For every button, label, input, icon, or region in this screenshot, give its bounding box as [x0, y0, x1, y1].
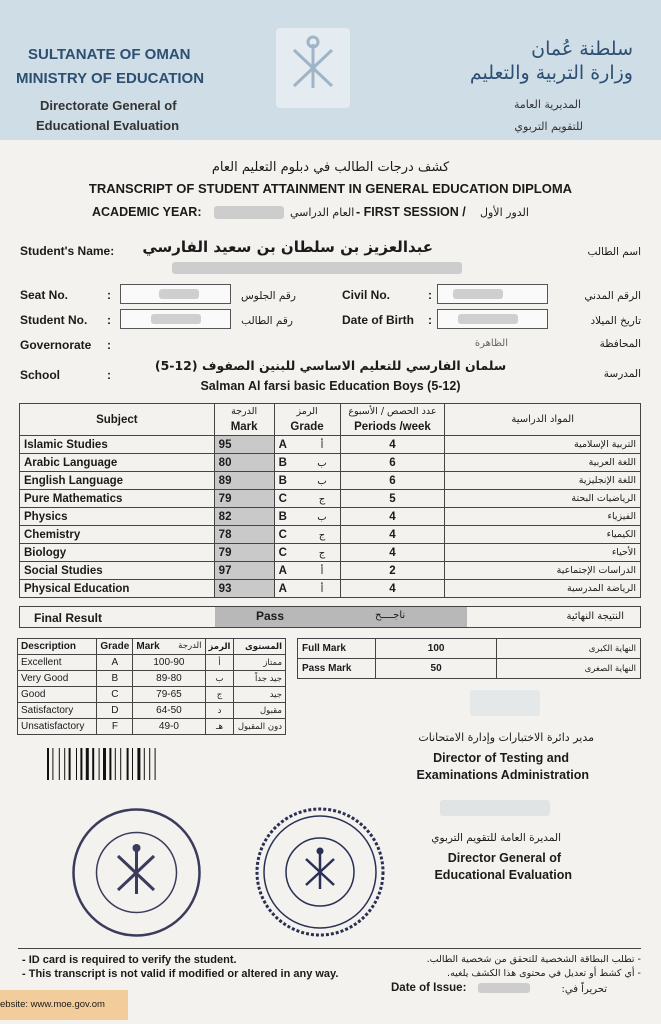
scale-grade: A — [97, 655, 133, 671]
redacted-student-name-en — [172, 262, 462, 274]
directorate-en-line2: Educational Evaluation — [36, 118, 180, 133]
dg-title-ar: المديرة العامة للتقويم التربوي — [431, 832, 561, 844]
scale-header-level-ar: المستوى — [234, 639, 286, 655]
seat-colon: : — [107, 288, 111, 302]
final-result-value-ar: ناجــــح — [375, 610, 406, 621]
subject-row — [20, 472, 641, 490]
pass-mark-label-ar: النهاية الصغرى — [497, 659, 641, 679]
grading-scale-table — [17, 638, 286, 735]
scale-row — [18, 687, 286, 703]
subject-name-en: Physical Education — [20, 580, 215, 598]
subject-grade — [274, 490, 340, 508]
final-result-box — [215, 607, 467, 627]
subject-grade — [274, 580, 340, 598]
subject-name-ar: التربية الإسلامية — [445, 436, 641, 454]
marks-info-table — [297, 638, 641, 679]
subject-grade — [274, 508, 340, 526]
col-header-periods-en: Periods /week — [340, 420, 445, 436]
title-en: TRANSCRIPT OF STUDENT ATTAINMENT IN GENERAL EDUCATION DIPLOMA — [88, 181, 573, 196]
full-mark-label-en: Full Mark — [298, 639, 376, 659]
scale-description: Excellent — [18, 655, 97, 671]
note-id-card-ar: - تطلب البطاقة الشخصية للتحقق من شخصية الطالب. — [426, 954, 641, 965]
subject-row — [20, 436, 641, 454]
subject-mark: 78 — [214, 526, 274, 544]
pass-mark-label-en: Pass Mark — [298, 659, 376, 679]
student-no-label-en: Student No. — [20, 313, 88, 327]
civil-number-field — [437, 284, 548, 304]
civil-label-ar: الرقم المدني — [584, 290, 641, 302]
grade-letter-ar: أ — [320, 439, 324, 451]
session-label-ar: الدور الأول — [480, 206, 529, 219]
grade-letter-ar: ب — [317, 475, 327, 487]
grade-letter-ar: أ — [320, 583, 324, 595]
scale-header-description: Description — [18, 639, 97, 655]
session-label-en: - FIRST SESSION / — [356, 205, 466, 219]
date-of-issue-label-en: Date of Issue: — [391, 982, 467, 994]
subject-name-en: English Language — [20, 472, 215, 490]
seat-number-field — [120, 284, 231, 304]
school-label-en: School — [20, 368, 61, 382]
scale-mark: 89-80 — [133, 671, 205, 687]
scale-level-ar: مقبول — [234, 703, 286, 719]
subject-mark: 97 — [214, 562, 274, 580]
subject-name-ar: الفيزياء — [445, 508, 641, 526]
academic-year-label-ar: العام الدراسي — [290, 206, 355, 219]
scale-grade-ar: أ — [205, 655, 234, 671]
ministry-seal-icon — [70, 806, 203, 939]
redacted-signature-1 — [470, 690, 540, 716]
country-name-en: SULTANATE OF OMAN — [28, 46, 191, 63]
school-name-en: Salman Al farsi basic Education Boys (5-12) — [200, 379, 461, 393]
subject-mark: 79 — [214, 490, 274, 508]
subject-mark: 80 — [214, 454, 274, 472]
final-result-row — [19, 606, 641, 628]
redacted-signature-2 — [440, 800, 550, 816]
scale-row — [18, 671, 286, 687]
subject-grade — [274, 454, 340, 472]
col-header-grade-ar: الرمز — [274, 404, 340, 420]
scale-row — [18, 703, 286, 719]
col-header-mark-ar: الدرجة — [214, 404, 274, 420]
subject-mark: 79 — [214, 544, 274, 562]
director-title-ar: مدير دائرة الاختبارات وإدارة الامتحانات — [418, 731, 594, 744]
academic-year-label-en: ACADEMIC YEAR: — [92, 205, 202, 219]
barcode-icon — [47, 748, 182, 780]
scale-description: Unsatisfactory — [18, 719, 97, 735]
final-result-value-en: Pass — [256, 609, 285, 623]
subject-row — [20, 508, 641, 526]
civil-colon: : — [428, 288, 432, 302]
director-title-en-line2: Examinations Administration — [416, 768, 589, 782]
subject-row — [20, 580, 641, 598]
title-ar: كشف درجات الطالب في دبلوم التعليم العام — [211, 160, 450, 175]
scale-level-ar: ممتاز — [234, 655, 286, 671]
subject-periods: 4 — [340, 544, 445, 562]
subject-periods: 4 — [340, 436, 445, 454]
governorate-label-en: Governorate — [20, 338, 92, 352]
scale-grade: B — [97, 671, 133, 687]
dg-title-en-line1: Director General of — [447, 851, 561, 865]
student-name-label-en: Student's Name: — [20, 244, 115, 258]
subject-periods: 4 — [340, 526, 445, 544]
subject-periods: 4 — [340, 508, 445, 526]
subject-mark: 82 — [214, 508, 274, 526]
subject-mark: 93 — [214, 580, 274, 598]
school-label-ar: المدرسة — [603, 368, 641, 380]
scale-mark: 49-0 — [133, 719, 205, 735]
grade-letter-ar: ج — [318, 547, 326, 559]
grade-letter-en: A — [278, 438, 287, 451]
subject-grade — [274, 472, 340, 490]
grade-letter-en: C — [278, 546, 287, 559]
subject-periods: 2 — [340, 562, 445, 580]
grade-letter-ar: ب — [317, 511, 327, 523]
scale-row — [18, 655, 286, 671]
civil-label-en: Civil No. — [342, 288, 391, 302]
subject-name-en: Islamic Studies — [20, 436, 215, 454]
website-link[interactable]: ebsite: www.moe.gov.om — [0, 990, 128, 1020]
subject-name-ar: الدراسات الإجتماعية — [445, 562, 641, 580]
subject-grade — [274, 436, 340, 454]
subject-name-en: Arabic Language — [20, 454, 215, 472]
scale-grade-ar: ج — [205, 687, 234, 703]
subject-name-ar: اللغة العربية — [445, 454, 641, 472]
dob-colon: : — [428, 313, 432, 327]
subject-row — [20, 544, 641, 562]
subject-periods: 4 — [340, 580, 445, 598]
scale-level-ar: دون المقبول — [234, 719, 286, 735]
scale-mark: 100-90 — [133, 655, 205, 671]
full-mark-label-ar: النهاية الكبرى — [497, 639, 641, 659]
subject-name-ar: الكيمياء — [445, 526, 641, 544]
col-header-mark-en: Mark — [214, 420, 274, 436]
grade-letter-en: B — [278, 510, 287, 523]
dob-label-en: Date of Birth — [342, 313, 414, 327]
scale-mark: 79-65 — [133, 687, 205, 703]
grade-letter-ar: ج — [318, 529, 326, 541]
subject-periods: 6 — [340, 472, 445, 490]
scale-grade: F — [97, 719, 133, 735]
country-name-ar: سلطنة عُمان — [531, 38, 633, 60]
subject-periods: 6 — [340, 454, 445, 472]
oman-emblem-icon — [276, 28, 350, 108]
student-name-label-ar: اسم الطالب — [587, 246, 641, 258]
redacted-academic-year — [214, 206, 284, 219]
director-title-en-line1: Director of Testing and — [433, 751, 569, 765]
dob-label-ar: تاريخ الميلاد — [590, 315, 641, 327]
scale-description: Good — [18, 687, 97, 703]
testing-directorate-seal-icon — [254, 803, 386, 941]
subject-name-en: Physics — [20, 508, 215, 526]
seat-label-ar: رقم الجلوس — [240, 290, 296, 302]
grade-letter-ar: ج — [318, 493, 326, 505]
note-validity-en: - This transcript is not valid if modified or altered in any way. — [22, 968, 339, 980]
scale-header-grade-ar: الرمز — [205, 639, 234, 655]
governorate-value-ar: الظاهرة — [474, 338, 508, 349]
scale-level-ar: جيد — [234, 687, 286, 703]
subject-name-ar: الرياضيات البحتة — [445, 490, 641, 508]
subject-row — [20, 490, 641, 508]
grade-letter-ar: ب — [317, 457, 327, 469]
scale-level-ar: جيد جداً — [234, 671, 286, 687]
col-header-periods-ar: عدد الحصص / الأسبوع — [340, 404, 445, 420]
seat-label-en: Seat No. — [20, 288, 69, 302]
ministry-name-ar: وزارة التربية والتعليم — [469, 62, 633, 84]
student-no-colon: : — [107, 313, 111, 327]
student-number-field — [120, 309, 231, 329]
subject-name-en: Pure Mathematics — [20, 490, 215, 508]
grade-letter-en: B — [278, 474, 287, 487]
col-header-grade-en: Grade — [274, 420, 340, 436]
scale-grade-ar: هـ — [205, 719, 234, 735]
scale-description: Very Good — [18, 671, 97, 687]
subject-grade — [274, 562, 340, 580]
student-name-ar: عبدالعزيز بن سلطان بن سعيد الفارسي — [142, 238, 433, 256]
student-no-label-ar: رقم الطالب — [241, 315, 293, 327]
subject-mark: 89 — [214, 472, 274, 490]
subject-row — [20, 526, 641, 544]
footer-divider — [18, 948, 641, 949]
scale-mark: 64-50 — [133, 703, 205, 719]
grades-table — [19, 403, 641, 598]
subject-grade — [274, 544, 340, 562]
redacted-date-of-issue — [478, 983, 530, 993]
subject-mark: 95 — [214, 436, 274, 454]
col-header-subject-en: Subject — [20, 404, 215, 436]
scale-grade: D — [97, 703, 133, 719]
governorate-label-ar: المحافظة — [599, 338, 641, 350]
scale-row — [18, 719, 286, 735]
subject-row — [20, 562, 641, 580]
subject-row — [20, 454, 641, 472]
subject-name-ar: الأحياء — [445, 544, 641, 562]
full-mark-value: 100 — [375, 639, 497, 659]
subject-grade — [274, 526, 340, 544]
grade-letter-en: C — [278, 528, 287, 541]
subject-periods: 5 — [340, 490, 445, 508]
date-of-issue-label-ar: تحريراً في: — [561, 984, 607, 995]
school-colon: : — [107, 368, 111, 382]
directorate-ar-line2: للتقويم التربوي — [514, 120, 583, 133]
directorate-ar-line1: المديرية العامة — [514, 98, 581, 111]
subject-name-en: Social Studies — [20, 562, 215, 580]
final-result-label-ar: النتيجة النهائية — [566, 611, 624, 622]
col-header-subject-ar: المواد الدراسية — [445, 404, 641, 436]
scale-description: Satisfactory — [18, 703, 97, 719]
grade-letter-en: A — [278, 582, 287, 595]
grade-letter-ar: أ — [320, 565, 324, 577]
directorate-en-line1: Directorate General of — [40, 98, 177, 113]
subject-name-en: Chemistry — [20, 526, 215, 544]
scale-header-grade: Grade — [97, 639, 133, 655]
grade-letter-en: B — [278, 456, 287, 469]
note-id-card-en: - ID card is required to verify the student. — [22, 954, 237, 966]
dg-title-en-line2: Educational Evaluation — [434, 868, 572, 882]
dob-field — [437, 309, 548, 329]
subject-name-ar: اللغة الإنجليزية — [445, 472, 641, 490]
governorate-colon: : — [107, 338, 111, 352]
subject-name-ar: الرياضة المدرسية — [445, 580, 641, 598]
pass-mark-value: 50 — [375, 659, 497, 679]
ministry-name-en: MINISTRY OF EDUCATION — [16, 70, 205, 87]
note-validity-ar: - أي كشط أو تعديل في محتوى هذا الكشف يلغيه. — [447, 968, 641, 979]
final-result-label-en: Final Result — [34, 611, 103, 625]
subject-name-en: Biology — [20, 544, 215, 562]
school-name-ar: سلمان الفارسي للتعليم الاساسي للبنين الصفوف (12-5) — [154, 358, 507, 373]
scale-grade-ar: د — [205, 703, 234, 719]
scale-grade: C — [97, 687, 133, 703]
scale-grade-ar: ب — [205, 671, 234, 687]
grade-letter-en: A — [278, 564, 287, 577]
grade-letter-en: C — [278, 492, 287, 505]
scale-header-mark: Mark الدرجة — [133, 639, 205, 655]
